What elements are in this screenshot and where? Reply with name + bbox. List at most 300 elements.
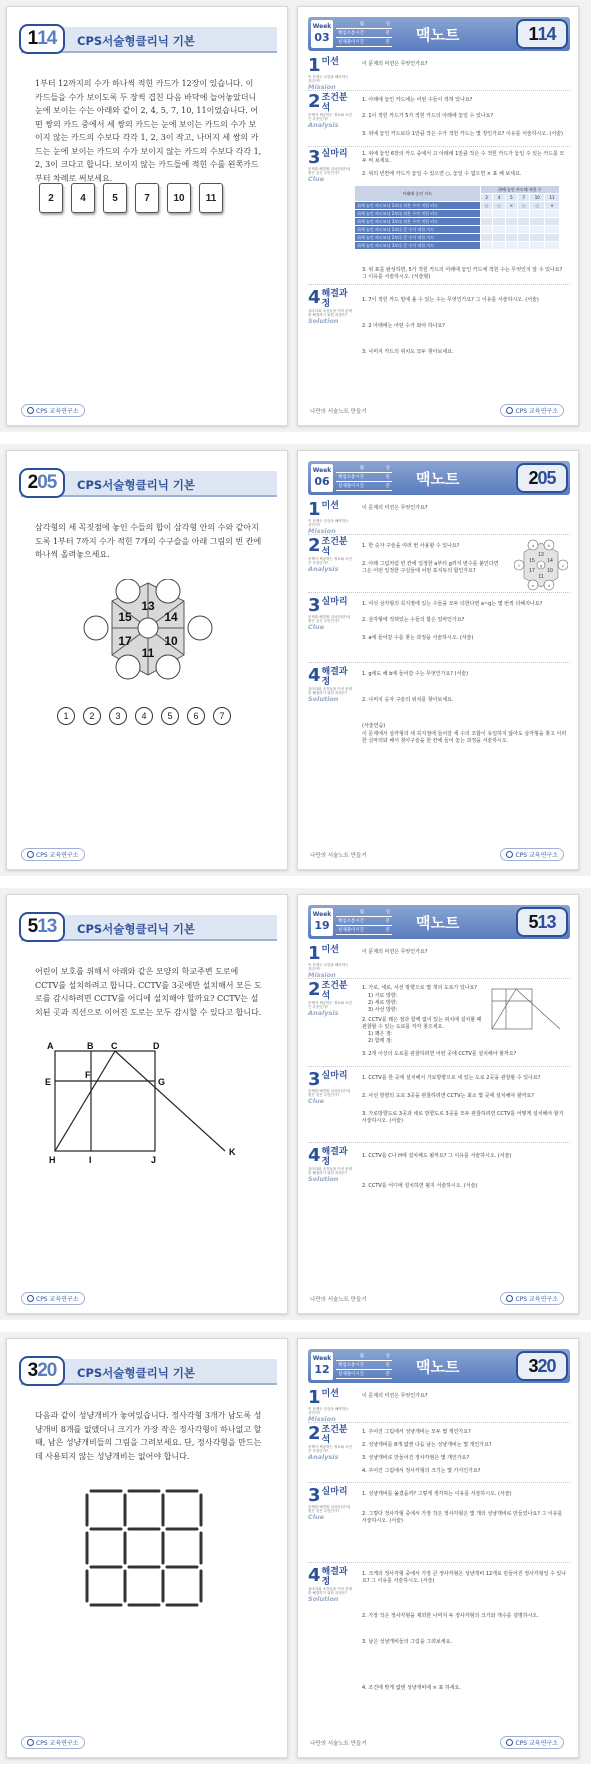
question: 2) 함께 점: [368, 1038, 393, 1044]
number-bead: 4 [135, 707, 153, 725]
question: 1) 꽤은 점: [368, 1031, 393, 1037]
date-row-label: 책임소통시간 [338, 31, 365, 36]
table-row-label: 위에 놓인 카드보다 2보다 큰 수가 적힌 카드 [355, 234, 481, 242]
question: 1. 주어진 그림에서 성냥개비는 모두 몇 개인가요? [362, 1429, 471, 1435]
logo-text: CPS 교육연구소 [515, 408, 558, 415]
step-name: 미션 [321, 57, 339, 67]
date-table [336, 20, 392, 48]
step-number: 1 [308, 55, 321, 76]
question: 4. 조건에 맞게 없앤 성냥개비에 × 표 하세요. [362, 1685, 461, 1691]
step-label [308, 981, 354, 1017]
question: 3. a에 들어갈 수를 찾는 과정을 서술하시오. (서술) [362, 635, 474, 641]
step-label [308, 1071, 354, 1105]
mini-hex-number: 11 [538, 574, 544, 580]
step-label [308, 537, 354, 573]
problem-number-rest: 20 [37, 1360, 57, 1381]
step-english: Analysis [308, 121, 339, 129]
question: 2. 사선 방향의 도로 3곳을 관찰하려면 CCTV는 최소 몇 곳에 설치해야 할까요? [362, 1093, 534, 1099]
point-label: C [111, 1041, 118, 1051]
note-number-badge [516, 907, 568, 937]
step-desc: 실마리와 조건들을 이어 문제를 해결하기 위한 과정은? [308, 687, 352, 695]
question: 2. CCTV를 꽤은 점과 함께 없이 있는 위치에 설치할 때 관찰할 수 있는 도로를 각각 찾으세요. [362, 1017, 482, 1030]
date-label: 월 [359, 1354, 364, 1359]
spread-3 [0, 888, 591, 1320]
note-header [308, 905, 570, 939]
question: 2. 성냥개비를 8개 없앤 다음 남는 성냥개비는 몇 개인가요? [362, 1442, 492, 1448]
point-label: A [47, 1041, 54, 1051]
publisher-logo [21, 1736, 85, 1749]
logo-icon [27, 1295, 34, 1302]
step-desc: 이 문제는 무엇을 해야하는 것인가? [308, 963, 349, 971]
step-label [308, 93, 354, 129]
step-label [308, 1147, 354, 1183]
note-title: 맥노트 [416, 1358, 460, 1376]
logo-text: CPS 교육연구소 [515, 1740, 558, 1747]
mini-hex-number: 10 [547, 568, 553, 574]
point-label: D [153, 1041, 160, 1051]
table-cell: ○ [517, 202, 529, 210]
step-number: 2 [308, 979, 321, 1000]
question: 1. 7이 적힌 카드 밑에 올 수 있는 수는 무엇인가요? 그 이유를 서술하시오. (서술) [362, 297, 539, 303]
step-number: 1 [308, 499, 321, 520]
section-mission [308, 945, 570, 979]
step-name: 실마리 [321, 1071, 348, 1081]
problem-text: 삼각형의 세 꼭짓점에 놓인 수들의 합이 삼각형 안의 수와 같아지도록 1부터 7까지 수가 적힌 7개의 수구슬을 아래 그림의 빈 칸에 하나씩 올려놓으세요. [35, 523, 262, 559]
logo-icon [27, 1739, 34, 1746]
table-row-label: 위에 놓인 카드보다 1보다 작은 수가 적힌 카드 [355, 202, 481, 210]
step-label [308, 667, 354, 703]
step-english: Clue [308, 175, 325, 183]
date-unit: 분 [385, 1372, 390, 1377]
logo-text: CPS 교육연구소 [36, 852, 79, 859]
step-desc: 문제가 제공하는 정보와 조건은 무엇인가? [308, 1001, 352, 1009]
book-title: CPS서술형클리닉 기본 [77, 478, 196, 492]
point-label: J [151, 1155, 157, 1165]
publisher-logo [500, 404, 564, 417]
question: 3) 사선 방향: [368, 1007, 398, 1013]
date-unit: 분 [385, 31, 390, 36]
problem-number-rest: 05 [37, 472, 57, 493]
step-label [308, 1389, 354, 1423]
publisher-logo [500, 848, 564, 861]
question: 2. CCTV를 어디에 설치하면 될지 서술하시오. (서술) [362, 1183, 478, 1189]
point-label: E [45, 1077, 52, 1087]
question: 이 문제의 미션은 무엇인가요? [362, 949, 428, 955]
note-page [297, 894, 579, 1314]
logo-icon [27, 851, 34, 858]
week-number: 19 [314, 919, 330, 932]
number-card: 2 [39, 183, 63, 213]
note-page [297, 1338, 579, 1758]
mini-letter: c [562, 563, 564, 568]
table-col: 7 [517, 194, 529, 202]
step-english: Solution [308, 317, 339, 325]
publisher-logo [21, 1292, 85, 1305]
table-row-label: 위에 놓인 카드보다 3보다 작은 수가 적힌 카드 [355, 218, 481, 226]
date-label: 일 [385, 22, 390, 27]
question: (서술연습) [362, 723, 386, 729]
section-analysis [308, 1425, 570, 1483]
mini-hex-number: 15 [529, 558, 535, 564]
step-desc: 실마리와 조건들을 이어 문제를 해결하기 위한 과정은? [308, 309, 352, 317]
mini-road-map [488, 985, 566, 1045]
question: 1. 성냥개비를 옮겼을까? 그렇게 생각하는 이유를 서술하시오. (서술) [362, 1491, 512, 1497]
table-col: 4 [493, 194, 505, 202]
note-number-first: 3 [528, 1355, 538, 1376]
logo-icon [506, 1739, 513, 1746]
note-page [297, 450, 579, 870]
step-name: 미션 [321, 1389, 339, 1399]
number-card: 4 [71, 183, 95, 213]
note-page [297, 6, 579, 426]
table-col: 10 [530, 194, 545, 202]
problem-number-badge [19, 468, 65, 498]
question: 2. 위의 빈칸에 카드가 놓일 수 있으면 ○, 놓일 수 없으면 × 표 해 보세요. [362, 171, 522, 177]
question: 이 문제에서 삼각형의 세 꼭지점에 들어갈 세 수의 조합이 유일하지 않아도 삼각형을 찾고 이러한 실마리와 해서 찾아구슬을 한 칸에 들어 놓는 과정을 서술하시오. [362, 731, 567, 744]
question: 3. 가로방향도로 3곳과 세로 방향도로 3곳을 모두 관찰하려면 CCTV를 어떻게 설치해야 할지 서술하시오. (서술) [362, 1111, 564, 1124]
step-desc: 이 문제는 무엇을 해야하는 것인가? [308, 75, 349, 83]
hex-number: 14 [164, 610, 178, 624]
week-label: Week [312, 911, 332, 918]
section-solution [308, 289, 570, 391]
table-row-label: 위에 놓인 카드보다 3보다 큰 수가 적힌 카드 [355, 242, 481, 250]
problem-page [6, 6, 288, 426]
step-number: 3 [308, 147, 321, 168]
logo-icon [27, 407, 34, 414]
week-box [311, 908, 333, 936]
mini-hex-number: 14 [547, 558, 553, 564]
week-box [311, 20, 333, 48]
date-unit: 분 [385, 475, 390, 480]
matchstick-grid [83, 1485, 213, 1615]
problem-header [21, 1359, 277, 1385]
mini-hex-number: 13 [538, 552, 544, 558]
table-row-label: 위에 놓인 카드보다 2보다 작은 수가 적힌 카드 [355, 210, 481, 218]
question: 2. 아래 그림처럼 빈 칸에 일정한 a부터 g까지 변수를 붙인다면 그은 어떤 일정한 구실들에 어떤 포지듀의 합인가요? [362, 561, 499, 574]
step-english: Analysis [308, 1453, 339, 1461]
hex-number: 17 [118, 634, 132, 648]
step-english: Solution [308, 1595, 339, 1603]
section-mission [308, 57, 570, 91]
note-title: 맥노트 [416, 26, 460, 44]
table-col: 11 [545, 194, 560, 202]
section-clue [308, 597, 570, 663]
date-unit: 분 [385, 928, 390, 933]
bottom-text: 나만의 서술노트 만들기 [310, 409, 367, 415]
problem-number-first: 3 [27, 1360, 38, 1381]
problem-number-badge [19, 1356, 65, 1386]
date-label: 월 [359, 22, 364, 27]
date-unit: 분 [385, 40, 390, 45]
logo-icon [506, 1295, 513, 1302]
date-label: 월 [359, 910, 364, 915]
note-header [308, 1349, 570, 1383]
note-title: 맥노트 [416, 914, 460, 932]
week-label: Week [312, 1355, 332, 1362]
step-number: 4 [308, 287, 321, 308]
note-header [308, 17, 570, 51]
step-desc: 문제가 제공하는 정보와 조건은 무엇인가? [308, 1445, 352, 1453]
date-table [336, 908, 392, 936]
problem-header [21, 27, 277, 53]
date-table [336, 1352, 392, 1380]
question: 1) 가로 방향: [368, 993, 398, 999]
step-english: Mission [308, 83, 336, 91]
note-number-badge [516, 463, 568, 493]
problem-number-badge [19, 24, 65, 54]
step-english: Clue [308, 1097, 325, 1105]
publisher-logo [21, 404, 85, 417]
step-label [308, 1425, 354, 1461]
section-analysis [308, 981, 570, 1067]
mini-letter: b [547, 543, 551, 548]
section-clue [308, 1071, 570, 1143]
table-cell: × [545, 202, 560, 210]
date-row-label: 실제풀이시간 [338, 484, 365, 489]
question: 이 문제의 미션은 무엇인가요? [362, 1393, 428, 1399]
table-cell: ○ [480, 202, 492, 210]
question: 1. 아래에 놓인 카드에는 어떤 수들이 적혀 있나요? [362, 97, 473, 103]
mini-letter: e [531, 583, 535, 588]
problem-header [21, 915, 277, 941]
note-number-badge [516, 19, 568, 49]
problem-text: 1부터 12까지의 수가 하나씩 적힌 카드가 12장이 있습니다. 이 카드들을 수가 보이도록 두 장씩 겹친 다음 바닥에 늘어놓았더니 눈에 보이는 수는 아래와 같이 2, 4, 5, 7, 10, 11이었습니다. 어떤 쌍의 카드 중에서 세 쌍의 카드는 눈에 보이는 카드의 수가 보이지 않는 카드의 수보다 각각 1, 2, 3이 작고, 나머지 세 쌍의 카드는 눈에 보이는 카드의 수가 보이지 않는 카드의 수보다 각각 1, 2, 3이 크다고 합니다. 보이지 않는 카드들에 적힌 수를 왼쪽카드부터 차례로 써보세요. [35, 79, 262, 183]
week-box [311, 1352, 333, 1380]
step-desc: 실마리와 조건들을 이어 문제를 해결하기 위한 과정은? [308, 1587, 352, 1595]
step-name: 미션 [321, 501, 339, 511]
logo-text: CPS 교육연구소 [515, 852, 558, 859]
step-number: 3 [308, 1485, 321, 1506]
question: 1. CCTV를 한 곳에 설치해서 가로방향으로 네 있는 도로 2곳을 관찰할 수 있나요? [362, 1075, 541, 1081]
section-solution [308, 667, 570, 797]
step-desc: 문제를 해결할 실마리(단서) 찾은 것은 무엇인가? [308, 1505, 351, 1513]
mini-letter: d [547, 583, 551, 588]
number-bead: 6 [187, 707, 205, 725]
step-english: Solution [308, 1175, 339, 1183]
step-label [308, 1487, 354, 1521]
step-english: Mission [308, 527, 336, 535]
book-title: CPS서술형클리닉 기본 [77, 1366, 196, 1380]
table-header: 위에 놓인 카드에 적힌 수 [480, 186, 559, 194]
step-number: 4 [308, 665, 321, 686]
question: 1. CCTV를 C나 H에 설치해도 될까요? 그 이유를 서술하시오. (서술) [362, 1153, 512, 1159]
number-bead: 3 [109, 707, 127, 725]
date-table [336, 464, 392, 492]
step-name: 조건분석 [321, 537, 348, 557]
step-name: 조건분석 [321, 981, 348, 1001]
number-card: 5 [103, 183, 127, 213]
number-card: 11 [199, 183, 223, 213]
note-header [308, 461, 570, 495]
mini-letter: a [531, 543, 535, 548]
date-row-label: 책임소통시간 [338, 1363, 365, 1368]
step-name: 조건분석 [321, 1425, 348, 1445]
question: 이 문제의 미션은 무엇인가요? [362, 505, 428, 511]
step-name: 실마리 [321, 597, 348, 607]
step-name: 조건분석 [321, 93, 348, 113]
problem-text: 어린이 보호를 위해서 아래와 같은 모양의 학교주변 도로에 CCTV를 설치하려고 합니다. CCTV를 3곳에만 설치해서 모든 도로를 감시하려면 CCTV를 어디에 설치해야 할까요? CCTV는 설치된 곳과 직선으로 이어진 도로는 모두 감시할 수 있다고 합니다. [35, 967, 262, 1017]
number-bead: 1 [57, 707, 75, 725]
road-map-figure [35, 1041, 265, 1171]
date-label: 일 [385, 466, 390, 471]
question: 3. 나머지 카드의 위치도 모두 찾아보세요. [362, 349, 454, 355]
publisher-logo [500, 1292, 564, 1305]
step-number: 1 [308, 943, 321, 964]
step-number: 4 [308, 1565, 321, 1586]
point-label: F [85, 1070, 91, 1080]
step-name: 해결과정 [321, 1567, 348, 1587]
note-number-badge [516, 1351, 568, 1381]
step-english: Clue [308, 1513, 325, 1521]
point-label: K [229, 1147, 236, 1157]
table-cell: × [505, 202, 517, 210]
date-row-label: 실제풀이시간 [338, 928, 365, 933]
step-name: 미션 [321, 945, 339, 955]
mini-letter: g [539, 563, 543, 568]
step-desc: 이 문제는 무엇을 해야하는 것인가? [308, 1407, 349, 1415]
bottom-text: 나만의 서술노트 만들기 [310, 1297, 367, 1303]
date-row-label: 책임소통시간 [338, 919, 365, 924]
question: 3. 남은 성냥개비들의 그림을 그려보세요. [362, 1639, 452, 1645]
problem-text: 다음과 같이 성냥개비가 놓여있습니다. 정사각형 3개가 남도록 성냥개비 8개를 없앴더니 크기가 가장 작은 정사각형이 하나없고 할 때, 남은 성냥개비들의 그림을 그려보세요. 단, 정사각형을 만드는데 사용되지 않는 성냥개비는 없어야 합니다. [35, 1411, 262, 1461]
note-number-first: 5 [528, 911, 538, 932]
step-english: Mission [308, 1415, 336, 1423]
step-desc: 문제가 제공하는 정보와 조건은 무엇인가? [308, 557, 352, 565]
clue-table [354, 185, 560, 250]
point-label: B [87, 1041, 94, 1051]
table-col: 5 [505, 194, 517, 202]
step-english: Clue [308, 623, 325, 631]
problem-number-rest: 14 [37, 28, 57, 49]
hex-number: 15 [118, 610, 132, 624]
step-name: 실마리 [321, 149, 348, 159]
problem-number-first: 5 [27, 916, 38, 937]
problem-page [6, 1338, 288, 1758]
problem-number-badge [19, 912, 65, 942]
spread-4 [0, 1332, 591, 1764]
date-row-label: 책임소통시간 [338, 475, 365, 480]
book-title: CPS서술형클리닉 기본 [77, 922, 196, 936]
week-label: Week [312, 23, 332, 30]
date-unit: 분 [385, 1363, 390, 1368]
step-desc: 실마리와 조건들을 이어 문제를 해결하기 위한 과정은? [308, 1167, 352, 1175]
section-analysis [308, 537, 570, 593]
section-mission [308, 1389, 570, 1423]
number-card: 10 [167, 183, 191, 213]
logo-text: CPS 교육연구소 [36, 408, 79, 415]
section-analysis [308, 93, 570, 147]
book-title: CPS서술형클리닉 기본 [77, 34, 196, 48]
question: 3. 위 표를 완성하면, 5가 적힌 카드의 아래에 놓인 카드에 적힌 수는 무엇인지 알 수 있나요? 그 이유를 서술하시오. (서술형) [362, 267, 563, 280]
hexagon-figure [73, 579, 223, 691]
date-unit: 분 [385, 919, 390, 924]
table-row-label: 위에 놓인 카드보다 1보다 큰 수가 적힌 카드 [355, 226, 481, 234]
logo-text: CPS 교육연구소 [515, 1296, 558, 1303]
card-row [39, 183, 223, 213]
question: 2. 2 아래에는 어떤 수가 와야 하나요? [362, 323, 445, 329]
number-bead: 5 [161, 707, 179, 725]
question: 1. 여섯 삼각형의 꼭지점에 있는 수들을 모두 더한다면 a~g는 몇 번씩 더해지나요? [362, 601, 543, 607]
question: 3. 성냥개비로 만들어진 정사각형은 몇 개인가요? [362, 1455, 470, 1461]
section-solution [308, 1567, 570, 1719]
point-label: I [89, 1155, 92, 1165]
hex-number: 13 [141, 599, 155, 613]
step-english: Analysis [308, 1009, 339, 1017]
table-cell: ○ [493, 202, 505, 210]
step-number: 1 [308, 1387, 321, 1408]
date-label: 월 [359, 466, 364, 471]
hex-number: 10 [164, 634, 178, 648]
logo-icon [506, 851, 513, 858]
step-label [308, 149, 354, 183]
question: 1. 크게의 정사각형 중에서 가장 큰 정사각형은 성냥개비 12개로 만들어진 정사각형일 수 있나요? 그 이유를 서술하시오. (서술) [362, 1571, 567, 1584]
week-number: 03 [314, 31, 330, 44]
note-number-first: 2 [528, 467, 538, 488]
problem-page [6, 450, 288, 870]
section-clue [308, 1487, 570, 1563]
step-label [308, 945, 354, 979]
question: 2. 그렇다 정사각형 중에서 가장 작은 정사각형은 몇 개의 성냥개비로 만들었나요? 그 이유를 서술하시오. (서술) [362, 1511, 563, 1524]
step-english: Mission [308, 971, 336, 979]
step-name: 해결과정 [321, 289, 348, 309]
bead-row [57, 707, 231, 725]
step-label [308, 57, 354, 91]
section-clue [308, 149, 570, 285]
question: 3. 위에 놓인 카드보다 1만큼 작은 수가 적힌 카드는 몇 장인가요? 이유를 서술하시오. (서술) [362, 131, 563, 137]
step-label [308, 501, 354, 535]
bottom-text: 나만의 서술노트 만들기 [310, 1741, 367, 1747]
step-number: 2 [308, 535, 321, 556]
date-unit: 분 [385, 484, 390, 489]
step-label [308, 1567, 354, 1603]
number-card: 7 [135, 183, 159, 213]
step-number: 3 [308, 1069, 321, 1090]
week-box [311, 464, 333, 492]
note-number-rest: 13 [537, 911, 556, 932]
problem-number-rest: 13 [37, 916, 57, 937]
table-cell: ○ [530, 202, 545, 210]
question: 2. 삼각형에 적혀있는 수들의 합은 얼마인가요? [362, 617, 465, 623]
step-number: 3 [308, 595, 321, 616]
problem-number-first: 2 [27, 472, 38, 493]
publisher-logo [500, 1736, 564, 1749]
problem-number-first: 1 [27, 28, 38, 49]
logo-text: CPS 교육연구소 [36, 1740, 79, 1747]
step-label [308, 597, 354, 631]
step-name: 해결과정 [321, 667, 348, 687]
question: 1. 가로, 세로, 사선 방향으로 몇 개의 도로가 있나요? [362, 985, 478, 991]
logo-text: CPS 교육연구소 [36, 1296, 79, 1303]
section-solution [308, 1147, 570, 1247]
step-number: 2 [308, 91, 321, 112]
date-label: 일 [385, 910, 390, 915]
number-bead: 7 [213, 707, 231, 725]
week-label: Week [312, 467, 332, 474]
mini-hex-number: 17 [529, 568, 535, 574]
question: 2. 나머지 숫자 구슬의 위치를 찾아보세요. [362, 697, 454, 703]
question: 1. 한 숫자 구슬을 여러 번 사용할 수 있나요? [362, 543, 460, 549]
question: 3. 2개 이상의 도로를 관찰하려면 어떤 곳에 CCTV를 설치해야 할까요? [362, 1051, 517, 1057]
question: 2) 세로 방향: [368, 1000, 398, 1006]
question: 1. g에도 해 b에 들어갈 수는 무엇인가요? (서술) [362, 671, 469, 677]
table-col: 2 [480, 194, 492, 202]
step-desc: 문제가 제공하는 정보와 조건은 무엇인가? [308, 113, 352, 121]
publisher-logo [21, 848, 85, 861]
section-mission [308, 501, 570, 535]
point-label: G [158, 1077, 166, 1087]
step-desc: 문제를 해결할 실마리(단서) 찾은 것은 무엇인가? [308, 1089, 351, 1097]
hex-number: 11 [141, 646, 155, 660]
